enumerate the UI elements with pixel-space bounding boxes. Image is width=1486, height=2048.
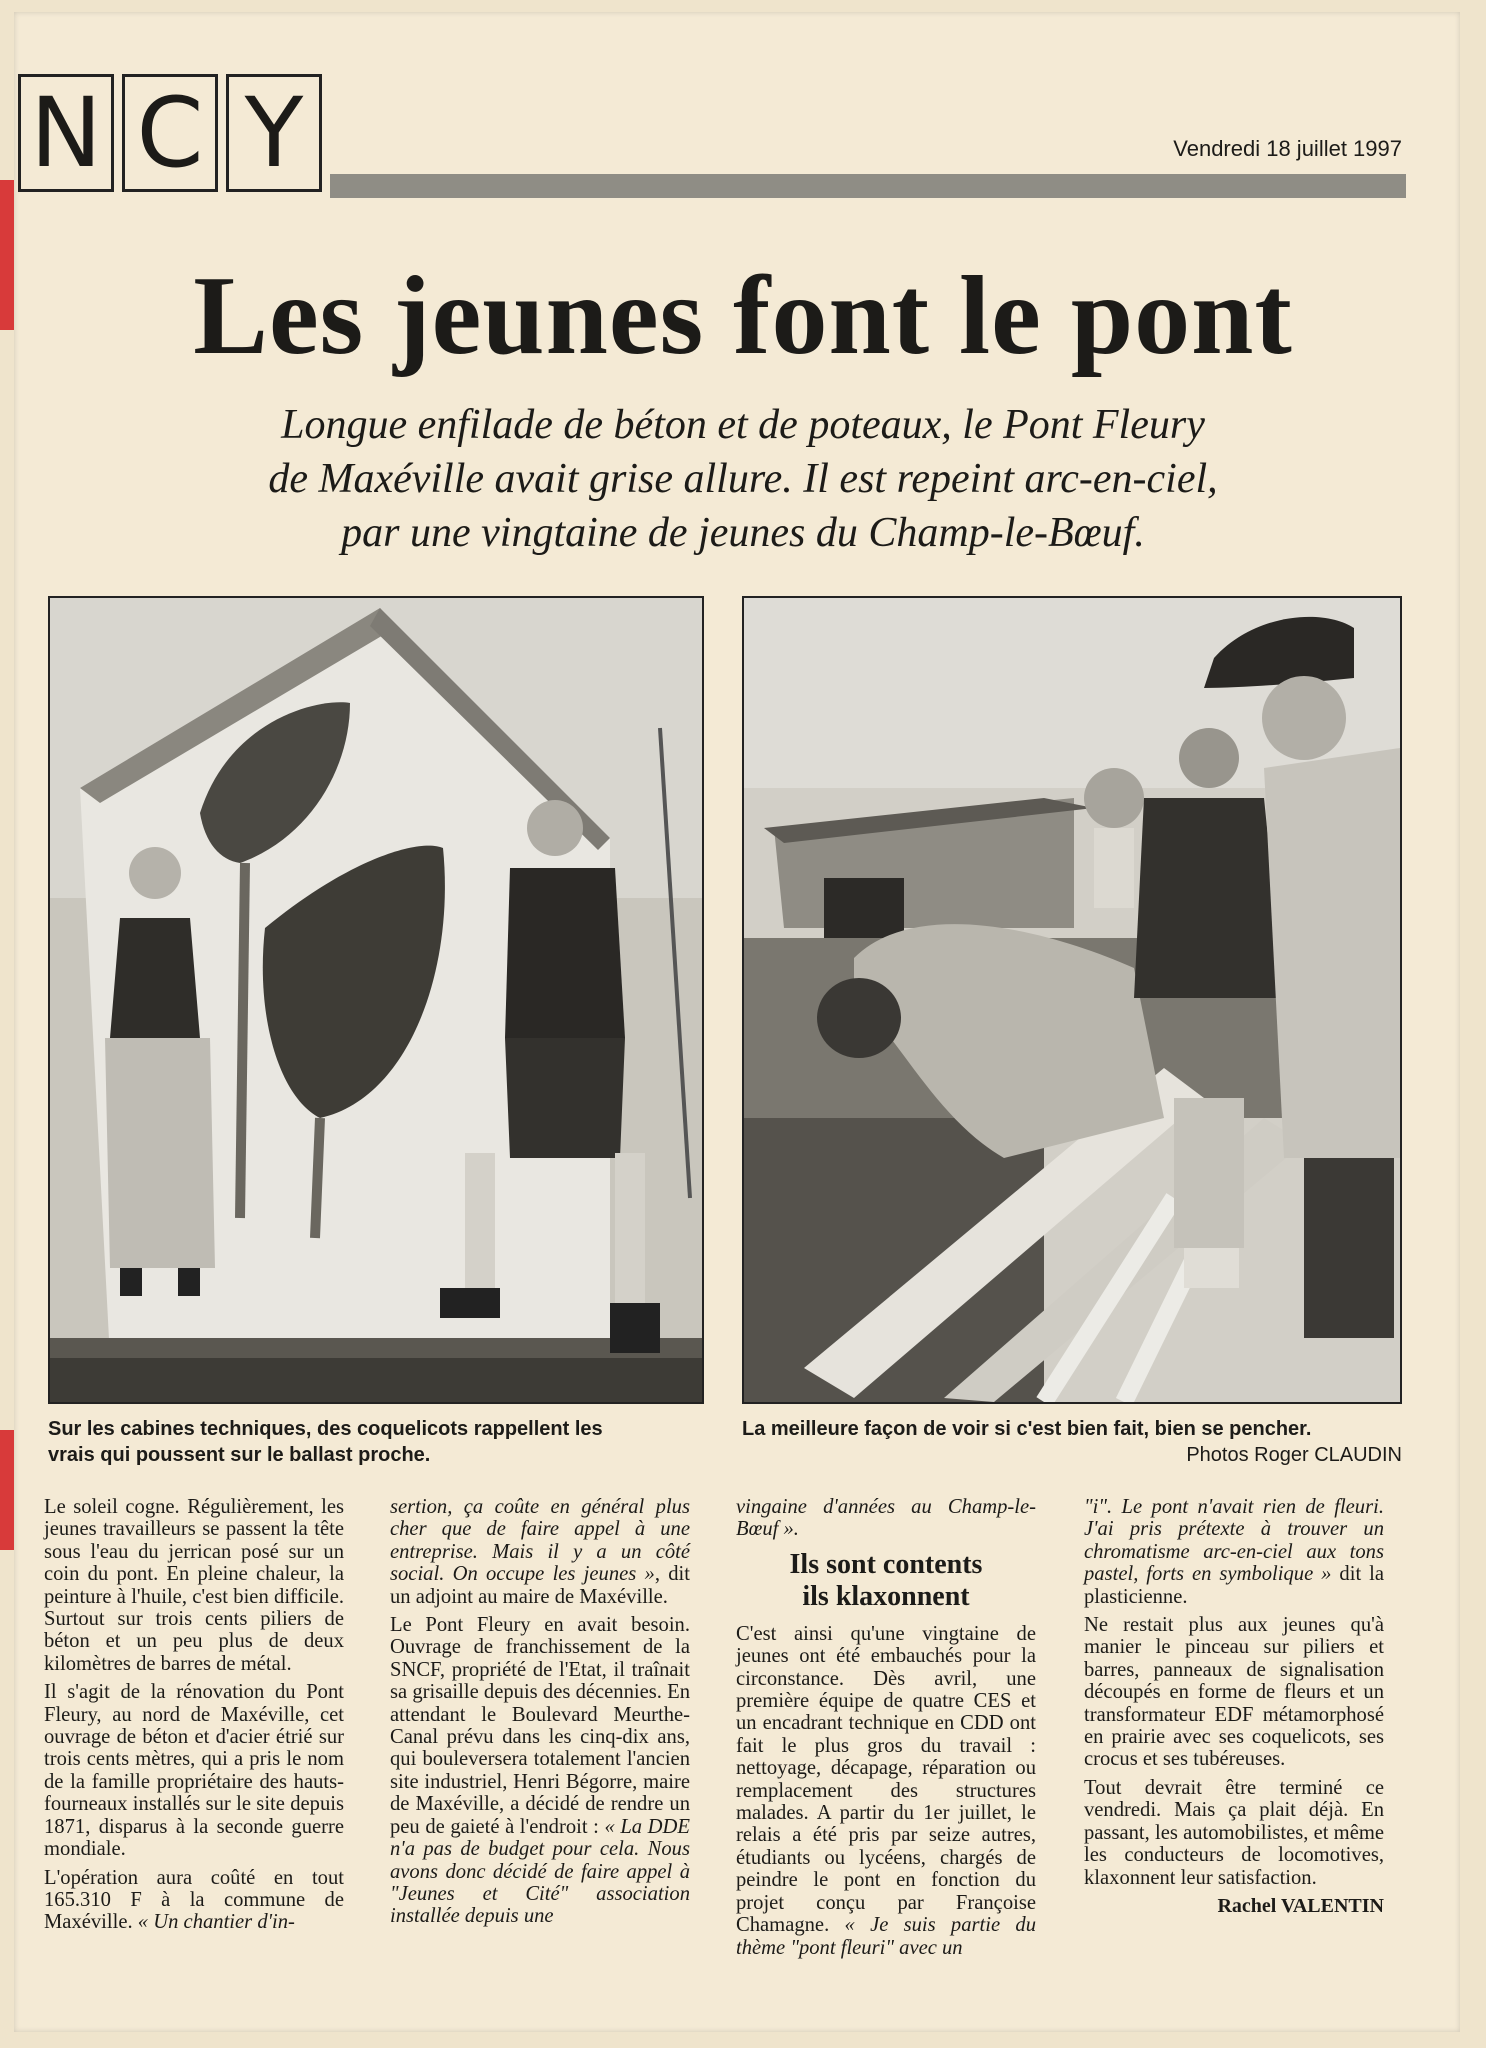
photo-illustration xyxy=(744,598,1400,1402)
paragraph-text: dit la plasticienne. xyxy=(1084,1563,1384,1608)
quote-text: sertion, ça coûte en général plus cher que de faire appel à une entreprise. Mais il y a un côté social. On occupe les jeunes » xyxy=(390,1496,690,1586)
caption-line: Sur les cabines techniques, des coquelicots rappellent les xyxy=(48,1418,603,1440)
article-column-1 xyxy=(44,1496,344,1940)
lede-line: par une vingtaine de jeunes du Champ-le-Bœuf. xyxy=(341,510,1145,556)
quote-text: vingaine d'années au Champ-le-Bœuf ». xyxy=(736,1496,1036,1541)
right-photo-caption: La meilleure façon de voir si c'est bien fait, bien se pencher. xyxy=(742,1418,1312,1440)
paragraph: Le soleil cogne. Régulièrement, les jeunes travailleurs se passent la tête sous l'eau du jerrican posé sur un coin du pont. En pleine chaleur, la peinture à l'huile, c'est bien difficile. Surtout sur trois cents piliers de béton et un peu plus de deux kilomètres de barres de métal. xyxy=(44,1496,344,1675)
quote-text: « Un chantier d'in- xyxy=(137,1911,295,1934)
paragraph: Tout devrait être terminé ce vendredi. Mais ça plait déjà. En passant, les automobilistes, et même les conducteurs de locomotives, klaxonnent leur satisfaction. xyxy=(1084,1776,1384,1889)
lede xyxy=(80,398,1406,560)
subhead xyxy=(736,1549,1036,1613)
caption-line: vrais qui poussent sur le ballast proche. xyxy=(48,1444,431,1466)
paragraph xyxy=(44,1867,344,1934)
headline: Les jeunes font le pont xyxy=(193,254,1293,378)
masthead-letter: Y xyxy=(226,74,322,192)
lede-line: Longue enfilade de béton et de poteaux, le Pont Fleury xyxy=(281,402,1205,448)
left-photo-caption xyxy=(48,1416,708,1468)
issue-date: Vendredi 18 juillet 1997 xyxy=(1173,136,1402,161)
article-column-2 xyxy=(390,1496,690,1934)
paragraph-text: L'opération aura coûté en tout 165.310 F à la commune de Maxéville. xyxy=(44,1866,344,1934)
paragraph xyxy=(390,1614,690,1928)
quote-text: "i". Le pont n'avait rien de fleuri. J'ai pris prétexte à trouver un chromatisme arc-en-ciel aux tons pastel, forts en symbolique » xyxy=(1084,1496,1384,1586)
masthead-letter: C xyxy=(122,74,218,192)
lede-line: de Maxéville avait grise allure. Il est repeint arc-en-ciel, xyxy=(268,456,1218,502)
paragraph-text: Le Pont Fleury en avait besoin. Ouvrage de franchissement de la SNCF, propriété de l'Etat, il traînait sa grisaille depuis des décennies. En attendant le Boulevard Meurthe-Canal prévu dans les cinq-dix ans, qui bouleversera totalement l'ancien site industriel, Henri Bégorre, maire de Maxéville, a décidé de rendre un peu de gaieté à l'endroit : xyxy=(390,1614,690,1838)
paragraph: Ne restait plus aux jeunes qu'à manier le pinceau sur piliers et barres, panneaux de signalisation découpés en forme de fleurs et un transformateur EDF métamorphosé en prairie avec ses coquelicots, ses crocus et ses tubéreuses. xyxy=(1084,1614,1384,1771)
masthead-letter: N xyxy=(18,74,114,192)
paragraph xyxy=(736,1623,1036,1959)
paragraph: Il s'agit de la rénovation du Pont Fleury, au nord de Maxéville, cet ouvrage de béton et d'acier étrié sur trois cents mètres, qui a pris le nom de la famille propriétaire des hauts-fourneaux installés sur le site depuis 1871, disparus à la seconde guerre mondiale. xyxy=(44,1681,344,1861)
red-edge-mark xyxy=(0,1430,14,1550)
photo-illustration xyxy=(50,598,702,1402)
subhead-line: ils klaxonnent xyxy=(802,1580,970,1612)
paragraph-text: , dit un adjoint au maire de Maxéville. xyxy=(390,1563,690,1608)
subhead-line: Ils sont contents xyxy=(789,1548,983,1580)
byline: Rachel VALENTIN xyxy=(1217,1894,1384,1917)
quote-text: « Je suis partie du thème "pont fleuri" avec un xyxy=(736,1914,1036,1959)
header-rule xyxy=(330,174,1406,198)
article-column-4 xyxy=(1084,1496,1384,1917)
paragraph xyxy=(390,1496,690,1608)
masthead xyxy=(18,74,322,192)
article-column-3 xyxy=(736,1496,1036,1965)
photo-credit: Photos Roger CLAUDIN xyxy=(1186,1444,1402,1466)
quote-text: « La DDE n'a pas de budget pour cela. Nous avons donc décidé de faire appel à "Jeunes et Cité" association installée depuis une xyxy=(390,1815,691,1928)
paragraph-text: C'est ainsi qu'une vingtaine de jeunes ont été embauchés pour la circonstance. Dès avril, une première équipe de quatre CES et un encadrant technique en CDD ont fait le plus gros du travail : nettoyage, décapage, réparation ou remplacement des structures malades. A partir du 1er juillet, le relais a été pris par seize autres, étudiants ou lycéens, chargés de peindre le pont en fonction du projet conçu par Françoise Chamagne. xyxy=(736,1622,1036,1937)
photo-bridge-workers xyxy=(742,596,1402,1404)
photo-cabin-poppies xyxy=(48,596,704,1404)
paragraph xyxy=(1084,1496,1384,1608)
